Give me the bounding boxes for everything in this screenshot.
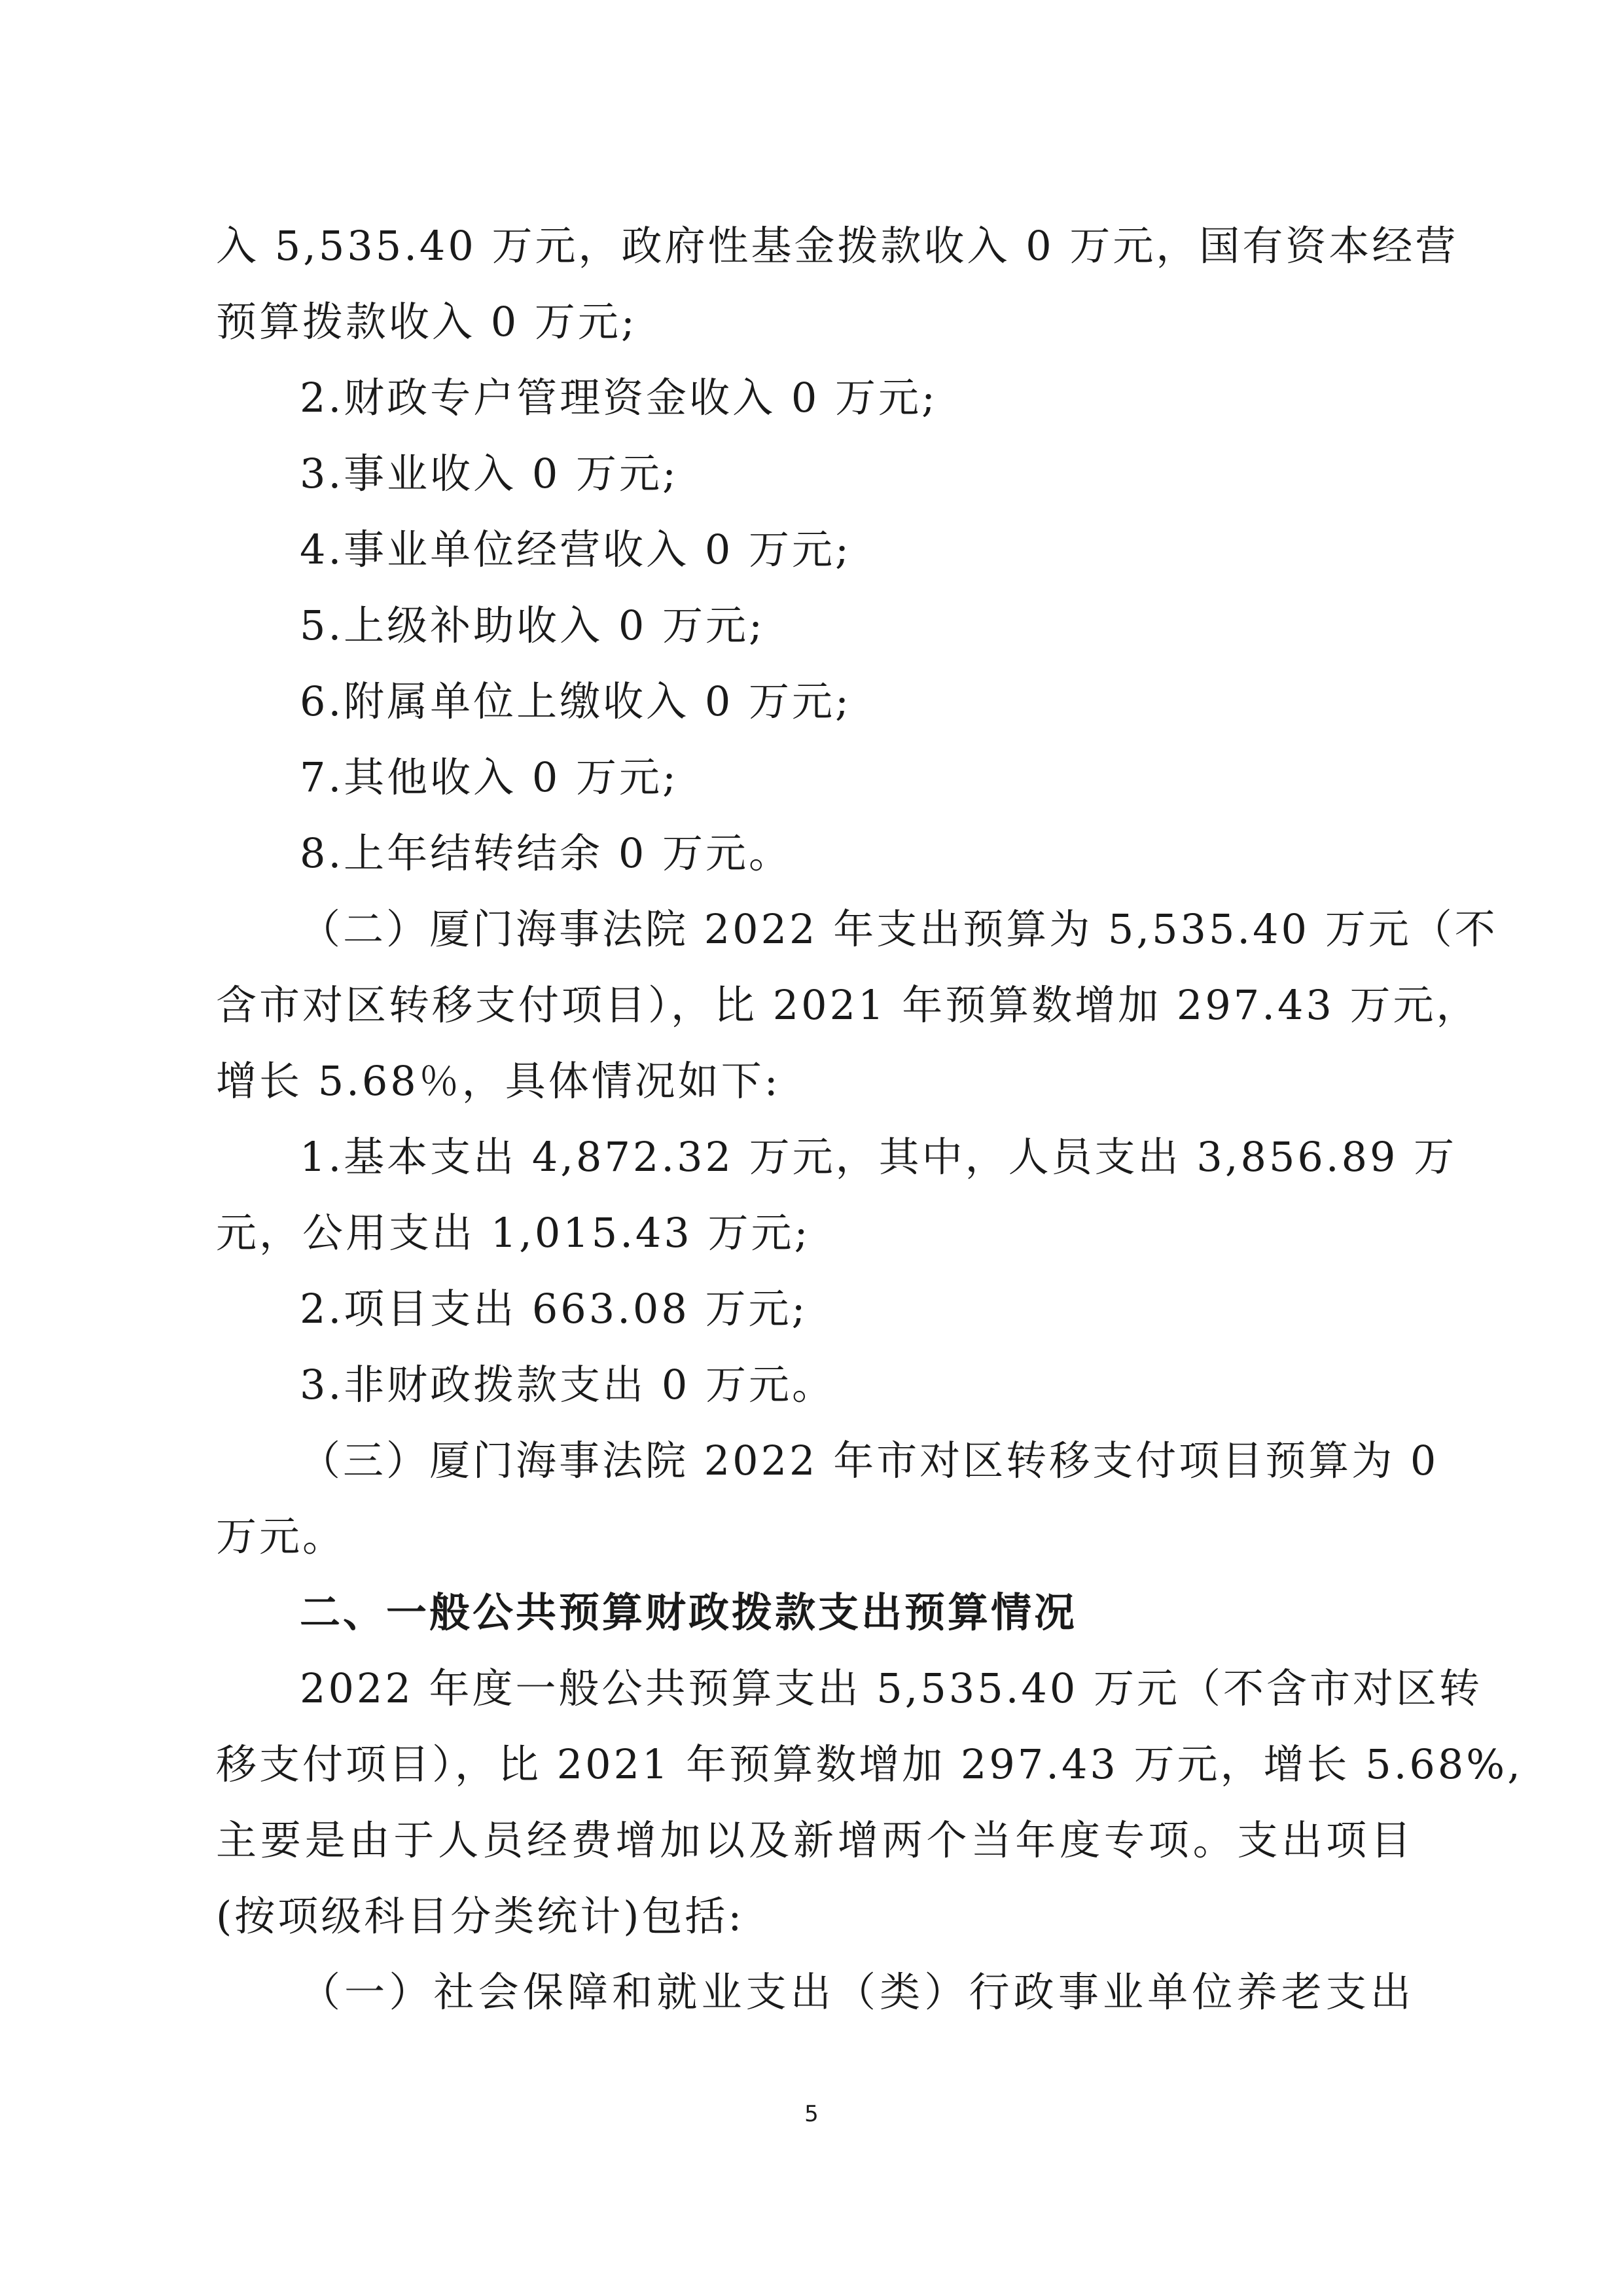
- text-line: 7.其他收入 0 万元;: [300, 753, 679, 801]
- text-line: 6.附属单位上缴收入 0 万元;: [300, 677, 851, 725]
- page-number: 5: [804, 2101, 819, 2127]
- text-line: 增长 5.68％，具体情况如下:: [216, 1057, 781, 1105]
- text-line: （二）厦门海事法院 2022 年支出预算为 5,535.40 万元（不: [300, 905, 1498, 953]
- text-line: 主要是由于人员经费增加以及新增两个当年度专项。支出项目: [216, 1816, 1414, 1864]
- section-heading: 二、一般公共预算财政拨款支出预算情况: [300, 1588, 1078, 1636]
- body-text: [216, 208, 1523, 2030]
- text-line: 3.非财政拨款支出 0 万元。: [300, 1361, 836, 1408]
- text-line: 4.事业单位经营收入 0 万元;: [300, 526, 851, 573]
- text-line: 8.上年结转结余 0 万元。: [300, 829, 793, 877]
- text-line: 万元。: [216, 1513, 346, 1560]
- text-line: 2.财政专户管理资金收入 0 万元;: [300, 374, 938, 422]
- text-line: 3.事业收入 0 万元;: [300, 450, 679, 497]
- text-line: 2.项目支出 663.08 万元;: [300, 1285, 808, 1333]
- text-line: 5.上级补助收入 0 万元;: [300, 601, 765, 649]
- text-line: (按项级科目分类统计)包括:: [216, 1892, 745, 1940]
- text-line: 入 5,535.40 万元，政府性基金拨款收入 0 万元，国有资本经营: [216, 222, 1459, 270]
- text-line: 移支付项目），比 2021 年预算数增加 297.43 万元，增长 5.68%,: [216, 1740, 1523, 1788]
- text-line: 2022 年度一般公共预算支出 5,535.40 万元（不含市对区转: [300, 1664, 1483, 1712]
- text-line: （三）厦门海事法院 2022 年市对区转移支付项目预算为 0: [300, 1437, 1439, 1484]
- text-line: （一）社会保障和就业支出（类）行政事业单位养老支出: [300, 1968, 1414, 2016]
- text-line: 含市对区转移支付项目），比 2021 年预算数增加 297.43 万元，: [216, 981, 1480, 1029]
- text-line: 元，公用支出 1,015.43 万元;: [216, 1209, 811, 1257]
- text-line: 预算拨款收入 0 万元;: [216, 298, 637, 346]
- text-line: 1.基本支出 4,872.32 万元，其中，人员支出 3,856.89 万: [300, 1133, 1457, 1181]
